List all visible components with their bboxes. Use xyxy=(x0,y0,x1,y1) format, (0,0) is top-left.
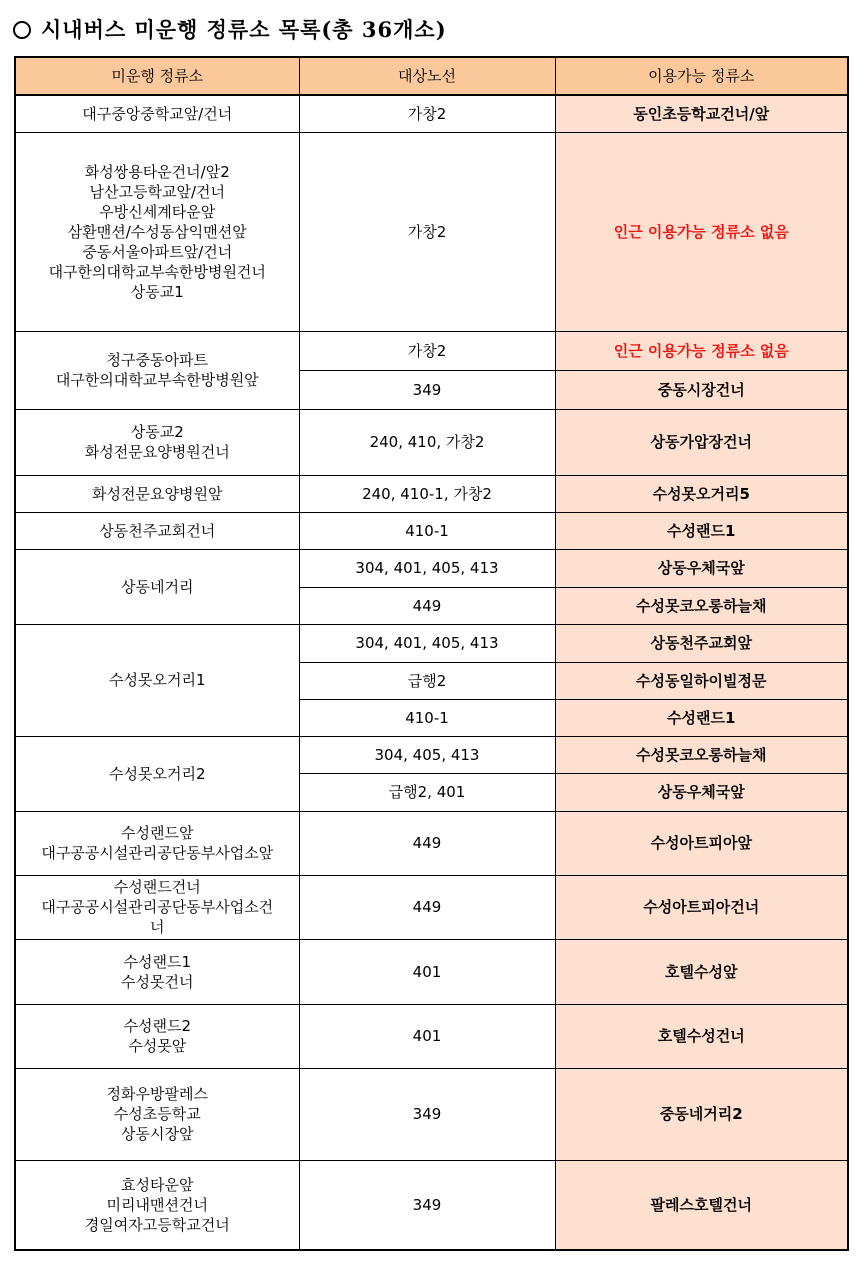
header-suspended-stop: 미운행 정류소 xyxy=(15,57,299,95)
suspended-stop-cell xyxy=(15,475,299,512)
suspended-stop-cell xyxy=(15,624,299,736)
table-row xyxy=(15,132,848,331)
route-cell: 410-1 xyxy=(299,512,555,549)
suspended-stop-name: 상동시장앞 xyxy=(121,1125,194,1143)
table-row xyxy=(15,875,848,939)
alternative-stop-cell: 수성아트피아건너 xyxy=(555,875,848,939)
suspended-stop-name: 중동서울아파트앞/건너 xyxy=(82,242,233,261)
alternative-stop-cell: 호텔수성앞 xyxy=(555,939,848,1004)
route-cell: 240, 410-1, 가창2 xyxy=(299,475,555,512)
route-cell: 449 xyxy=(299,587,555,624)
alternative-stop-cell: 호텔수성건너 xyxy=(555,1004,848,1068)
route-cell: 급행2 xyxy=(299,662,555,699)
suspended-stop-cell xyxy=(15,409,299,475)
suspended-stop-name: 수성랜드앞 xyxy=(121,824,194,842)
table-body xyxy=(15,95,848,1250)
alternative-stop-cell: 수성못오거리5 xyxy=(555,475,848,512)
table-row xyxy=(15,549,848,587)
alternative-stop-cell: 수성동일하이빌정문 xyxy=(555,662,848,699)
alternative-stop-cell: 상동가압장건너 xyxy=(555,409,848,475)
alternative-stop-cell: 수성랜드1 xyxy=(555,512,848,549)
table-header-row xyxy=(15,57,848,95)
table-row xyxy=(15,939,848,1004)
suspended-stop-name: 상동교2 xyxy=(130,423,184,441)
table-row xyxy=(15,1004,848,1068)
suspended-stop-name: 수성초등학교 xyxy=(113,1105,201,1123)
suspended-stop-name: 우방신세계타운앞 xyxy=(99,202,216,221)
route-cell: 304, 401, 405, 413 xyxy=(299,549,555,587)
route-cell: 349 xyxy=(299,370,555,409)
suspended-stop-name: 상동네거리 xyxy=(121,577,194,596)
suspended-stop-name: 수성못건너 xyxy=(121,972,194,991)
suspended-stop-name: 화성전문요양병원건너 xyxy=(84,443,230,461)
suspended-stop-name: 수성못오거리1 xyxy=(109,671,206,689)
table-row xyxy=(15,331,848,370)
alternative-stop-cell: 수성아트피아앞 xyxy=(555,811,848,875)
table-row xyxy=(15,1160,848,1250)
route-cell: 가창2 xyxy=(299,132,555,331)
suspended-stop-name: 남산고등학교앞/건너 xyxy=(89,182,225,201)
alternative-stop-cell: 상동우체국앞 xyxy=(555,773,848,811)
suspended-stop-name: 화성전문요양병원앞 xyxy=(92,484,223,503)
suspended-stop-name: 삼환맨션/수성동삼익맨션앞 xyxy=(67,222,247,241)
route-cell: 304, 405, 413 xyxy=(299,736,555,773)
suspended-stop-cell xyxy=(15,875,299,939)
alternative-stop-cell: 수성못코오롱하늘채 xyxy=(555,736,848,773)
title-text: 시내버스 미운행 정류소 목록(총 36개소) xyxy=(41,17,447,42)
suspended-stop-name: 수성못오거리2 xyxy=(109,764,206,783)
page-title xyxy=(13,14,447,44)
table-row xyxy=(15,736,848,773)
suspended-stop-cell xyxy=(15,331,299,409)
no-alternative-stop-cell: 인근 이용가능 정류소 없음 xyxy=(555,132,848,331)
route-cell: 401 xyxy=(299,1004,555,1068)
suspended-stop-name: 대구한의대학교부속한방병원건너 xyxy=(48,262,266,281)
header-route: 대상노선 xyxy=(299,57,555,95)
route-cell: 449 xyxy=(299,811,555,875)
route-cell: 가창2 xyxy=(299,331,555,370)
header-alternative-stop: 이용가능 정류소 xyxy=(555,57,848,95)
suspended-stop-cell xyxy=(15,132,299,331)
bus-stop-table xyxy=(14,56,849,1251)
alternative-stop-cell: 상동우체국앞 xyxy=(555,549,848,587)
suspended-stop-name: 상동교1 xyxy=(130,282,184,301)
route-cell: 349 xyxy=(299,1160,555,1250)
table-row xyxy=(15,95,848,132)
suspended-stop-cell xyxy=(15,736,299,811)
suspended-stop-name: 수성랜드건너 xyxy=(113,878,201,896)
table-row xyxy=(15,1068,848,1160)
route-cell: 급행2, 401 xyxy=(299,773,555,811)
suspended-stop-name: 경일여자고등학교건너 xyxy=(84,1215,230,1234)
suspended-stop-cell xyxy=(15,811,299,875)
route-cell: 가창2 xyxy=(299,95,555,132)
route-cell: 304, 401, 405, 413 xyxy=(299,624,555,662)
alternative-stop-cell: 팔레스호텔건너 xyxy=(555,1160,848,1250)
suspended-stop-name: 대구공공시설관리공단동부사업소건 xyxy=(41,898,274,916)
suspended-stop-name: 수성랜드2 xyxy=(123,1017,191,1035)
table-row xyxy=(15,811,848,875)
route-cell: 349 xyxy=(299,1068,555,1160)
suspended-stop-cell xyxy=(15,549,299,624)
suspended-stop-name: 청구중동아파트 xyxy=(106,351,208,369)
alternative-stop-cell: 상동천주교회앞 xyxy=(555,624,848,662)
route-cell: 401 xyxy=(299,939,555,1004)
route-cell: 410-1 xyxy=(299,699,555,736)
circle-icon xyxy=(13,21,31,39)
suspended-stop-cell xyxy=(15,1160,299,1250)
suspended-stop-name: 수성랜드1 xyxy=(123,952,191,971)
table-row xyxy=(15,624,848,662)
table-row xyxy=(15,512,848,549)
alternative-stop-cell: 중동네거리2 xyxy=(555,1068,848,1160)
alternative-stop-cell: 중동시장건너 xyxy=(555,370,848,409)
table-row xyxy=(15,409,848,475)
suspended-stop-name: 화성쌍용타운건너/앞2 xyxy=(84,162,230,181)
suspended-stop-name: 정화우방팔레스 xyxy=(106,1085,208,1103)
suspended-stop-cell xyxy=(15,512,299,549)
no-alternative-stop-cell: 인근 이용가능 정류소 없음 xyxy=(555,331,848,370)
suspended-stop-cell xyxy=(15,1004,299,1068)
suspended-stop-name: 효성타운앞 xyxy=(121,1175,194,1194)
suspended-stop-name: 미리내맨션건너 xyxy=(106,1195,208,1214)
suspended-stop-name: 대구중앙중학교앞/건너 xyxy=(82,104,233,123)
suspended-stop-name: 수성못앞 xyxy=(128,1037,187,1055)
suspended-stop-cell xyxy=(15,1068,299,1160)
route-cell: 240, 410, 가창2 xyxy=(299,409,555,475)
table-row xyxy=(15,475,848,512)
suspended-stop-name: 대구공공시설관리공단동부사업소앞 xyxy=(41,844,274,862)
suspended-stop-name: 상동천주교회건너 xyxy=(99,521,216,540)
alternative-stop-cell: 수성랜드1 xyxy=(555,699,848,736)
suspended-stop-name: 너 xyxy=(150,918,165,936)
alternative-stop-cell: 수성못코오롱하늘채 xyxy=(555,587,848,624)
suspended-stop-name: 대구한의대학교부속한방병원앞 xyxy=(55,371,259,389)
suspended-stop-cell xyxy=(15,939,299,1004)
suspended-stop-cell xyxy=(15,95,299,132)
route-cell: 449 xyxy=(299,875,555,939)
alternative-stop-cell: 동인초등학교건너/앞 xyxy=(555,95,848,132)
